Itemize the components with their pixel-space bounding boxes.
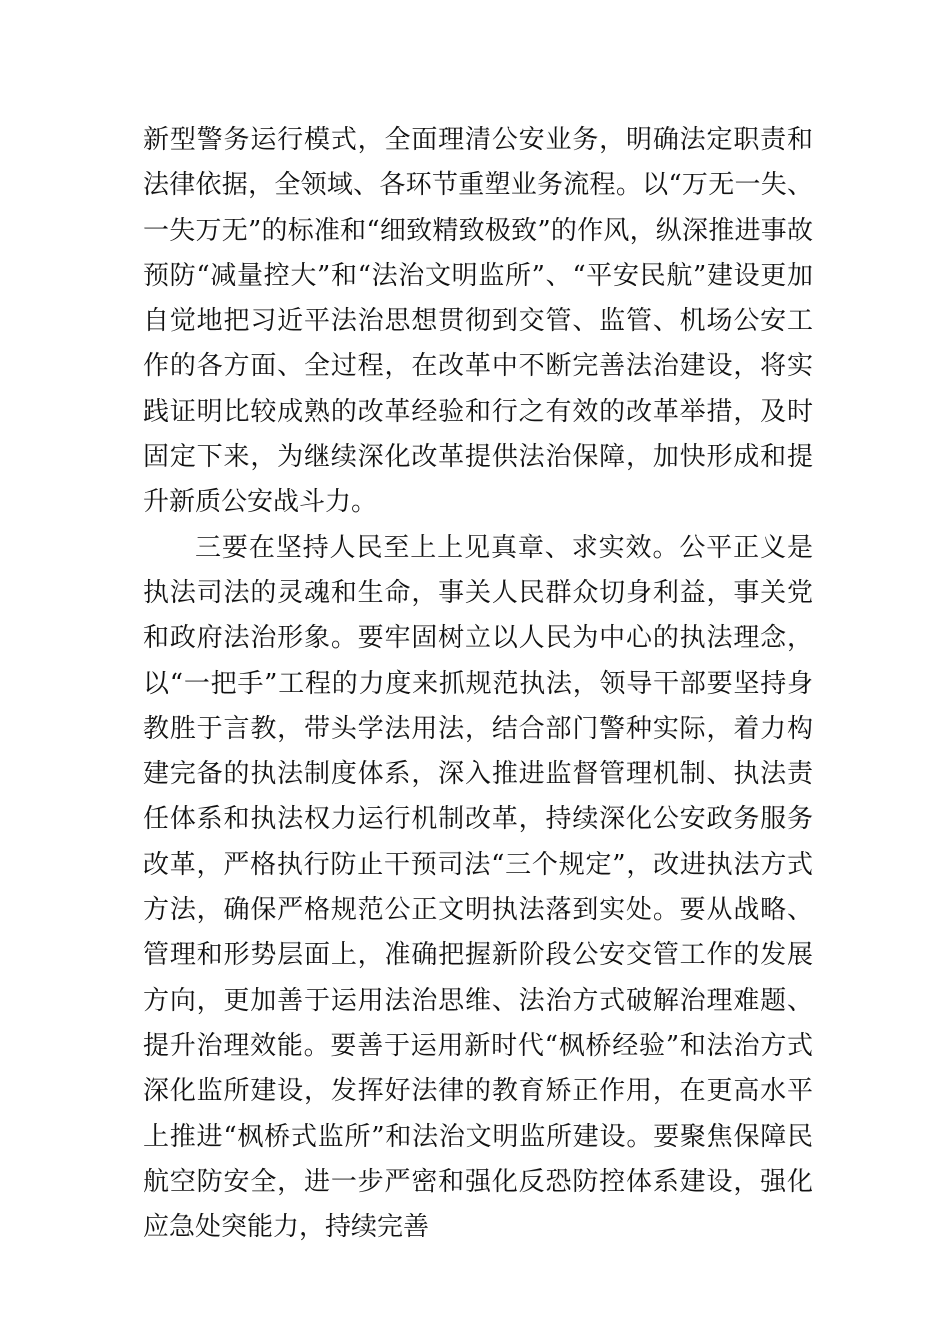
document-body <box>143 118 813 1250</box>
paragraph-2: 三要在坚持人民至上上见真章、求实效。公平正义是执法司法的灵魂和生命，事关人民群众切身利益，事关党和政府法治形象。要牢固树立以人民为中心的执法理念，以“一把手”工程的力度来抓规范执法，领导干部要坚持身教胜于言教，带头学法用法，结合部门警种实际，着力构建完备的执法制度体系，深入推进监督管理机制、执法责任体系和执法权力运行机制改革，持续深化公安政务服务改革，严格执行防止干预司法“三个规定”，改进执法方式方法，确保严格规范公正文明执法落到实处。要从战略、管理和形势层面上，准确把握新阶段公安交管工作的发展方向，更加善于运用法治思维、法治方式破解治理难题、提升治理效能。要善于运用新时代“枫桥经验”和法治方式深化监所建设，发挥好法律的教育矫正作用，在更高水平上推进“枫桥式监所”和法治文明监所建设。要聚焦保障民航空防安全，进一步严密和强化反恐防控体系建设，强化应急处突能力，持续完善 <box>143 532 813 1243</box>
paragraph-1: 新型警务运行模式，全面理清公安业务，明确法定职责和法律依据，全领域、各环节重塑业务流程。以“万无一失、一失万无”的标准和“细致精致极致”的作风，纵深推进事故预防“减量控大”和“法治文明监所”、“平安民航”建设更加自觉地把习近平法治思想贯彻到交管、监管、机场公安工作的各方面、全过程，在改革中不断完善法治建设，将实践证明比较成熟的改革经验和行之有效的改革举措，及时固定下来，为继续深化改革提供法治保障，加快形成和提升新质公安战斗力。 <box>143 125 813 518</box>
